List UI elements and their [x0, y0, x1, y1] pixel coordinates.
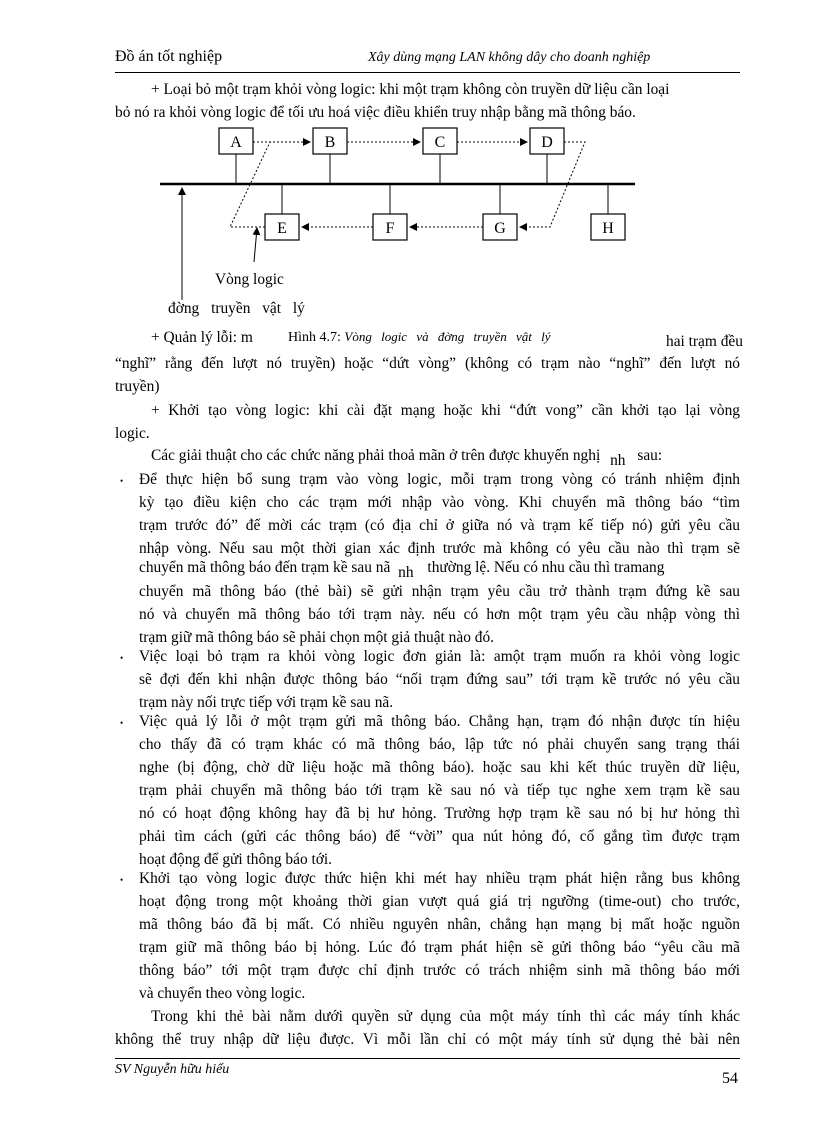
para-fault-mgmt-line1-end: hai trạm đều [666, 333, 743, 350]
bullet1-line5-end: thường lệ. Nếu có nhu cầu thì tramang [427, 559, 665, 576]
bullet4-line6: và chuyển theo vòng logic. [139, 985, 306, 1002]
logic-ring-pointer [254, 228, 257, 262]
para-init-ring-line2: logic. [115, 425, 150, 442]
bullet3-line5: nó có hoạt động không hay đã bị hư hỏng. Trường hợp trạm kề sau nó bị hư hỏng thì [139, 805, 740, 822]
station-f-label: F [385, 220, 395, 237]
bullet4-line2: hoạt động trong một khoảng thời gian vượt quá giá trị ngưỡng (time-out) cho trước, [139, 893, 740, 910]
footer-author: SV Nguyễn hữu hiếu [115, 1062, 230, 1077]
bullet3-line6: phải tìm cách (gửi các thông báo) để “vời” qua nút hỏng đó, cố gắng tìm được trạm [139, 828, 740, 845]
bullet4-line5: thông báo” tới một trạm được chỉ định trước có trách nhiệm sinh mã thông báo mới [139, 962, 740, 979]
para-fault-mgmt-line3: truyền) [115, 378, 160, 395]
figure-caption-prefix: Hình 4.7: [288, 330, 341, 345]
station-c [423, 128, 457, 154]
para-fault-mgmt-line2: “nghĩ” rằng đến lượt nó truyền) hoặc “dứt vòng” (không có trạm nào “nghĩ” đến lượt nó [115, 355, 740, 372]
bullet1-line1: Để thực hiện bổ sung trạm vào vòng logic, mỗi trạm trong vòng có tránh nhiệm định [139, 471, 740, 488]
station-b-label: B [324, 134, 336, 151]
station-h-label: H [602, 220, 614, 237]
figure-label-physical-line: đờng truyền vật lý [168, 300, 305, 317]
station-b [313, 128, 347, 154]
page-number: 54 [722, 1070, 738, 1087]
bullet4-line3: mã thông báo đã bị mất. Có nhiều nguyên nhân, chẳng hạn mạng bị mất hoặc nguồn [139, 916, 740, 933]
bullet1-line4: nhập vòng. Nếu sau một thời gian xác định trước mà không có yêu cầu nào thì trạm sẽ [139, 540, 740, 557]
bullet-marker-4: • [120, 875, 124, 885]
bullet4-line4: trạm giữ mã thông báo bị hỏng. Lúc đó trạm phát hiện sẽ gửi thông báo “yêu cầu mã [139, 939, 740, 956]
figure-label-logic-ring: Vòng logic [215, 271, 284, 288]
bullet1-line7: nó và chuyển mã thông báo tới trạm này. nếu có hơn một trạm yêu cầu nhập vòng thì [139, 606, 740, 623]
station-a-label: A [230, 134, 242, 151]
bullet1-line8: trạm giữ mã thông báo sẽ phải chọn một giả thuật nào đó. [139, 629, 494, 646]
station-d [530, 128, 564, 154]
closing-line1: Trong khi thẻ bài nằm dưới quyền sử dụng của một máy tính thì các máy tính khác [151, 1008, 740, 1025]
figure-caption [288, 330, 551, 345]
bullet1-line6: chuyển mã thông báo (thẻ bài) sẽ gửi nhận trạm yêu cầu trở thành trạm đứng kề sau [139, 583, 740, 600]
footer-rule [115, 1058, 740, 1059]
bullet3-line4: trạm phải chuyển mã thông báo tới trạm kề sau nó và tiếp tục nghe xem trạm kề sau [139, 782, 740, 799]
station-g-label: G [494, 220, 506, 237]
bullet3-line1: Việc quả lý lỗi ở một trạm gửi mã thông báo. Chẳng hạn, trạm đó nhận được tín hiệu [139, 713, 740, 730]
para-algorithms-intro-text: Các giải thuật cho các chức năng phải thoả mãn ở trên được khuyến nghị [151, 447, 601, 464]
bullet1-line3: trạm trước đó” để mời các trạm (có địa chỉ ở giữa nó và trạm kế tiếp nó) gửi yêu cầu [139, 517, 740, 534]
para-algorithms-intro [151, 447, 663, 469]
bullet-marker-1: • [120, 476, 124, 486]
header-rule [115, 72, 740, 73]
logic-ring-figure [150, 120, 650, 320]
bullet4-line1: Khởi tạo vòng logic được thức hiện khi mét hay nhiều trạm phát hiện rằng bus không [139, 870, 740, 887]
station-g [483, 214, 517, 240]
figure-caption-text: Vòng logic và đờng truyền vật lý [344, 329, 551, 344]
bullet-marker-2: • [120, 653, 124, 663]
bullet3-line3: nghe (bị động, chờ dữ liệu hoặc mã thông báo). hoặc sau khi kết thúc truyền dữ liệu, [139, 759, 740, 776]
bullet2-line2: sẽ đợi đến khi nhận được thông báo “nối trạm đứng sau” tới trạm kề trước nó yêu cầu [139, 671, 740, 688]
station-d-label: D [541, 134, 553, 151]
bullet1-line5 [139, 559, 665, 581]
station-a [219, 128, 253, 154]
para-algorithms-intro-nh: nh [610, 452, 626, 469]
bullet1-line5-nh: nh [398, 564, 414, 581]
header-document-title: Xây dùng mạng LAN không dây cho doanh nghiệp [368, 50, 651, 65]
station-e-label: E [277, 220, 287, 237]
bullet1-line2: kỳ tạo điều kiện cho các trạm mới nhập vào vòng. Khi chuyển mã thông báo “tìm [139, 494, 740, 511]
bullet2-line3: trạm này nối trực tiếp với trạm kề sau nã. [139, 694, 394, 711]
bullet2-line1: Việc loại bỏ trạm ra khỏi vòng logic đơn giản là: amột trạm muốn ra khỏi vòng logic [139, 648, 740, 665]
para-fault-mgmt-line1-start: + Quản lý lỗi: m [151, 329, 253, 346]
header-document-type: Đồ án tốt nghiệp [115, 48, 223, 65]
station-h [591, 214, 625, 240]
bullet3-line2: cho thấy đã có trạm khác có mã thông báo, lập tức nó phải chuyển sang trạng thái [139, 736, 740, 753]
para-remove-station-line2: bỏ nó ra khỏi vòng logic để tối ưu hoá việc điều khiển truy nhập bằng mã thông báo. [115, 104, 636, 121]
para-remove-station-line1: + Loại bỏ một trạm khỏi vòng logic: khi một trạm không còn truyền dữ liệu cần loại [151, 81, 670, 98]
station-e [265, 214, 299, 240]
bullet-marker-3: • [120, 718, 124, 728]
para-algorithms-intro-end: sau: [637, 447, 663, 464]
station-f [373, 214, 407, 240]
bullet1-line5-start: chuyển mã thông báo đến trạm kề sau nã [139, 559, 391, 576]
bullet3-line7: hoạt động để gửi thông báo tới. [139, 851, 333, 868]
closing-line2: không thể truy nhập dữ liệu được. Vì mỗi lần chỉ có một máy tính sử dụng thẻ bài nên [115, 1031, 740, 1048]
para-init-ring-line1: + Khởi tạo vòng logic: khi cài đặt mạng hoặc khi “đứt vong” cần khởi tạo lại vòng [151, 402, 740, 419]
station-c-label: C [434, 134, 446, 151]
